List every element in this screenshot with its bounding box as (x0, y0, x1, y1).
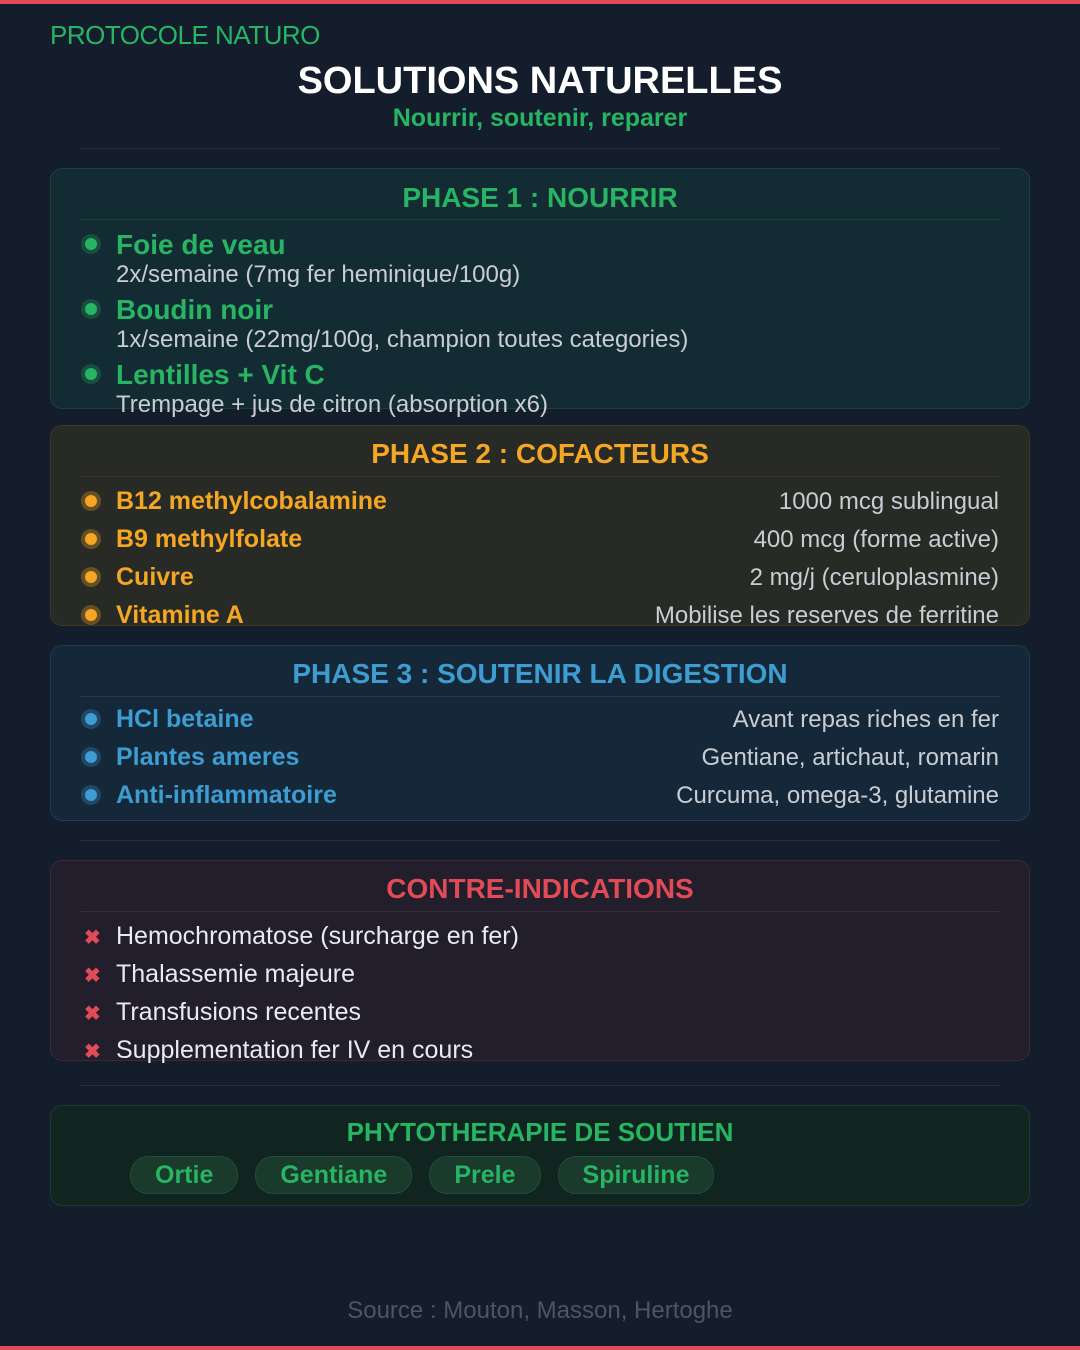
phytotherapy-card (50, 1105, 1030, 1206)
contraindication-item: Thalassemie majeure (116, 960, 355, 988)
dot-icon (85, 238, 97, 250)
phytotherapy-title: PHYTOTHERAPIE DE SOUTIEN (346, 1117, 734, 1147)
food-desc: 2x/semaine (7mg fer heminique/100g) (116, 261, 521, 288)
contraindication-item: Hemochromatose (surcharge en fer) (116, 922, 519, 950)
divider (81, 219, 999, 220)
divider (81, 476, 999, 477)
contraindication-item: Supplementation fer IV en cours (116, 1036, 474, 1064)
cross-icon: ✖ (84, 965, 101, 987)
page-title: SOLUTIONS NATURELLES (297, 60, 783, 102)
page-subtitle: Nourrir, soutenir, reparer (392, 104, 688, 132)
phase2-card (50, 425, 1030, 629)
cofactor-dose: 1000 mcg sublingual (778, 488, 999, 515)
digestion-item-name: Plantes ameres (116, 743, 300, 771)
cofactor-name: B9 methylfolate (116, 525, 303, 553)
cross-icon: ✖ (84, 1041, 101, 1063)
digestion-item-detail: Gentiane, artichaut, romarin (701, 744, 999, 771)
digestion-item-detail: Curcuma, omega-3, glutamine (676, 782, 999, 809)
dot-icon (85, 495, 97, 507)
food-name: Foie de veau (116, 229, 286, 260)
dot-icon (85, 368, 97, 380)
digestion-item-name: HCl betaine (116, 705, 254, 733)
dot-icon (85, 533, 97, 545)
cofactor-dose: 400 mcg (forme active) (753, 526, 999, 553)
source-credit: Source : Mouton, Masson, Hertoghe (347, 1297, 733, 1324)
dot-icon (85, 609, 97, 621)
top-accent-bar (0, 0, 1080, 4)
food-name: Boudin noir (116, 294, 274, 325)
contraindications-title: CONTRE-INDICATIONS (386, 873, 694, 904)
cofactor-name: Vitamine A (116, 601, 244, 629)
dot-icon (85, 571, 97, 583)
herb-tag: Ortie (130, 1156, 238, 1194)
dot-icon (85, 751, 97, 763)
dot-icon (85, 303, 97, 315)
bottom-accent-bar (0, 1346, 1080, 1350)
divider (81, 696, 999, 697)
kicker-label: PROTOCOLE NATURO (50, 20, 320, 50)
cross-icon: ✖ (84, 1003, 101, 1025)
dot-icon (85, 789, 97, 801)
phase3-card (50, 645, 1030, 821)
cofactor-dose: 2 mg/j (ceruloplasmine) (749, 564, 999, 591)
phase1-card (50, 168, 1030, 418)
herb-tag: Gentiane (255, 1156, 412, 1194)
phase2-title: PHASE 2 : COFACTEURS (371, 438, 709, 469)
phase3-title: PHASE 3 : SOUTENIR LA DIGESTION (292, 658, 788, 689)
divider (80, 840, 1000, 841)
divider (80, 148, 1000, 149)
contraindication-item: Transfusions recentes (116, 998, 362, 1026)
food-name: Lentilles + Vit C (116, 359, 325, 390)
herb-tag: Spiruline (558, 1156, 715, 1194)
tag-list (130, 1156, 714, 1194)
food-desc: 1x/semaine (22mg/100g, champion toutes categories) (116, 326, 689, 353)
dot-icon (85, 713, 97, 725)
contraindications-card (50, 860, 1030, 1064)
cofactor-dose: Mobilise les reserves de ferritine (654, 602, 999, 629)
phase1-title: PHASE 1 : NOURRIR (402, 182, 678, 213)
cofactor-name: Cuivre (116, 563, 194, 591)
divider (80, 1085, 1000, 1086)
digestion-item-detail: Avant repas riches en fer (732, 706, 999, 733)
herb-tag: Prele (429, 1156, 540, 1194)
cross-icon: ✖ (84, 927, 101, 949)
food-desc: Trempage + jus de citron (absorption x6) (116, 391, 548, 418)
digestion-item-name: Anti-inflammatoire (116, 781, 337, 809)
divider (81, 911, 999, 912)
cofactor-name: B12 methylcobalamine (116, 487, 387, 515)
